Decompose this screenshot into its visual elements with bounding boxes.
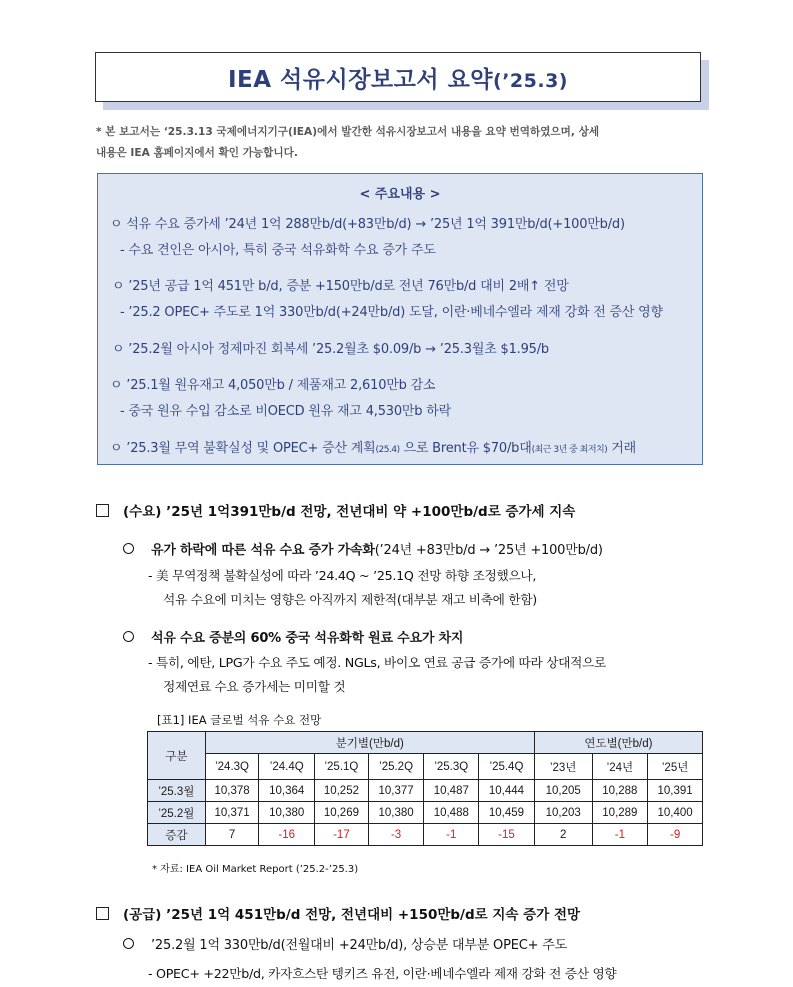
summary-line: ㅇ ’25.1월 원유재고 4,050만b / 제품재고 2,610만b 감소 xyxy=(110,378,436,393)
summary-line-small: (25.4) xyxy=(375,445,400,455)
table-column-header: ’24.3Q xyxy=(205,754,259,780)
table-cell: 10,444 xyxy=(479,780,535,802)
table-cell-negative: -3 xyxy=(368,824,424,846)
table-column-header: ’25년 xyxy=(648,754,703,780)
table-cell-negative: -1 xyxy=(592,824,648,846)
circle-bullet-icon xyxy=(123,938,134,949)
title-main: IEA 석유시장보고서 요약 xyxy=(227,66,494,93)
table-row-label: 증감 xyxy=(148,824,206,846)
demand-bullet-1 xyxy=(123,539,603,558)
table-column-header: ’23년 xyxy=(534,754,592,780)
demand-bullet-2-text: 석유 수요 증분의 60% 중국 석유화학 원료 수요가 차지 xyxy=(151,631,464,646)
table-cell: 10,288 xyxy=(592,780,648,802)
checkbox-square-icon xyxy=(96,504,109,517)
table-cell-negative: -9 xyxy=(648,824,703,846)
demand-detail-1b: 석유 수요에 미치는 영향은 아직까지 제한적(대부분 재고 비축에 한함) xyxy=(163,592,537,607)
table-cell: 10,400 xyxy=(648,802,703,824)
checkbox-square-icon xyxy=(96,907,109,920)
summary-line: ㅇ 석유 수요 증가세 ’24년 1억 288만b/d(+83만b/d) → ’25년 1억 391만b/d(+100만b/d) xyxy=(110,217,625,232)
table-row-change xyxy=(148,824,703,846)
title-box xyxy=(95,52,701,102)
demand-detail-2a: - 특히, 에탄, LPG가 수요 주도 예정. NGLs, 바이오 연료 공급 증가에 따라 상대적으로 xyxy=(148,655,606,670)
table-row-label: ’25.2월 xyxy=(148,802,206,824)
table-cell: 10,371 xyxy=(205,802,259,824)
table-column-header: ’24년 xyxy=(592,754,648,780)
page-title xyxy=(228,61,568,94)
table-cell: 10,378 xyxy=(205,780,259,802)
table-column-header: ’25.1Q xyxy=(315,754,369,780)
demand-heading xyxy=(96,500,575,520)
table-cell-negative: -15 xyxy=(479,824,535,846)
table-cell: 10,459 xyxy=(479,802,535,824)
note-line-1: * 본 보고서는 ‘25.3.13 국제에너지기구(IEA)에서 발간한 석유시장보고서 내용을 요약 번역하였으며, 상세 xyxy=(96,126,600,138)
summary-line-part: ㅇ ’25.3월 무역 불확실성 및 OPEC+ 증산 계획 xyxy=(110,441,376,456)
demand-bullet-1-rest: (’24년 +83만b/d → ’25년 +100만b/d) xyxy=(374,543,603,558)
table-cell: 10,252 xyxy=(315,780,369,802)
demand-heading-text: (수요) ’25년 1억391만b/d 전망, 전년대비 약 +100만b/d로 증가세 지속 xyxy=(123,504,576,520)
summary-line: ㅇ ’25년 공급 1억 451만 b/d, 증분 +150만b/d로 전년 76만b/d 대비 2배↑ 전망 xyxy=(112,279,569,294)
table-group-quarterly: 분기별(만b/d) xyxy=(205,732,534,754)
circle-bullet-icon xyxy=(123,543,134,554)
summary-line xyxy=(110,437,636,456)
table-cell: 7 xyxy=(205,824,259,846)
table-header-row xyxy=(148,732,703,754)
table-cell: 10,380 xyxy=(368,802,424,824)
table-row-label: ’25.3월 xyxy=(148,780,206,802)
summary-box xyxy=(97,173,703,465)
summary-line: - 수요 견인은 아시아, 특히 중국 석유화학 수요 증가 주도 xyxy=(120,243,436,258)
note-line-2: 내용은 IEA 홈페이지에서 확인 가능합니다. xyxy=(96,147,298,159)
table-column-row xyxy=(148,754,703,780)
table-column-header: ’25.2Q xyxy=(368,754,424,780)
supply-detail-1: - OPEC+ +22만b/d, 카자흐스탄 텡키즈 유전, 이란·베네수엘라 제재 강화 전 증산 영향 xyxy=(148,966,617,981)
summary-line-part: 거래 xyxy=(607,441,636,456)
summary-heading: < 주요내용 > xyxy=(359,187,441,202)
summary-line: ㅇ ’25.2월 아시아 정제마진 회복세 ’25.2월초 $0.09/b → ’25.3월초 $1.95/b xyxy=(112,342,549,357)
demand-table xyxy=(147,731,703,846)
table-cell: 2 xyxy=(534,824,592,846)
table-cell: 10,364 xyxy=(259,780,315,802)
table-cell: 10,205 xyxy=(534,780,592,802)
table-row xyxy=(148,802,703,824)
supply-heading-text: (공급) ’25년 1억 451만b/d 전망, 전년대비 +150만b/d로 지속 증가 전망 xyxy=(123,907,581,923)
demand-detail-2b: 정제연료 수요 증가세는 미미할 것 xyxy=(163,679,346,694)
table-cell: 10,289 xyxy=(592,802,648,824)
table-cell: 10,487 xyxy=(424,780,479,802)
table-cell: 10,380 xyxy=(259,802,315,824)
report-note xyxy=(96,122,696,164)
table-source: * 자료: IEA Oil Market Report (’25.2-’25.3) xyxy=(152,864,359,875)
summary-line: - 중국 원유 수입 감소로 비OECD 원유 재고 4,530만b 하락 xyxy=(120,404,451,419)
table-row xyxy=(148,780,703,802)
table-row-header: 구분 xyxy=(148,732,206,780)
table-column-header: ’24.4Q xyxy=(259,754,315,780)
table-cell-negative: -1 xyxy=(424,824,479,846)
demand-detail-1a: - 美 무역정책 불확실성에 따라 ’24.4Q ~ ’25.1Q 전망 하향 조정했으나, xyxy=(148,568,537,583)
table-column-header: ’25.3Q xyxy=(424,754,479,780)
summary-line-small: (최근 3년 중 최저치) xyxy=(531,445,608,455)
table-cell-negative: -17 xyxy=(315,824,369,846)
summary-line: - ’25.2 OPEC+ 주도로 1억 330만b/d(+24만b/d) 도달, 이란·베네수엘라 제재 강화 전 증산 영향 xyxy=(120,305,663,320)
table-caption: [표1] IEA 글로벌 석유 수요 전망 xyxy=(157,713,322,727)
demand-bullet-1-bold: 유가 하락에 따른 석유 수요 증가 가속화 xyxy=(151,543,375,558)
table-cell: 10,391 xyxy=(648,780,703,802)
supply-bullet-1 xyxy=(123,934,567,953)
table-cell: 10,269 xyxy=(315,802,369,824)
circle-bullet-icon xyxy=(123,631,134,642)
demand-bullet-2 xyxy=(123,627,463,646)
summary-line-part: 으로 Brent유 $70/b대 xyxy=(399,441,532,456)
table-cell: 10,203 xyxy=(534,802,592,824)
title-suffix: (’25.3) xyxy=(493,69,568,92)
supply-heading xyxy=(96,903,580,923)
table-cell: 10,377 xyxy=(368,780,424,802)
table-column-header: ’25.4Q xyxy=(479,754,535,780)
table-cell: 10,488 xyxy=(424,802,479,824)
supply-bullet-1-text: ’25.2월 1억 330만b/d(전월대비 +24만b/d), 상승분 대부분 OPEC+ 주도 xyxy=(151,938,567,953)
table-group-yearly: 연도별(만b/d) xyxy=(534,732,702,754)
table-cell-negative: -16 xyxy=(259,824,315,846)
